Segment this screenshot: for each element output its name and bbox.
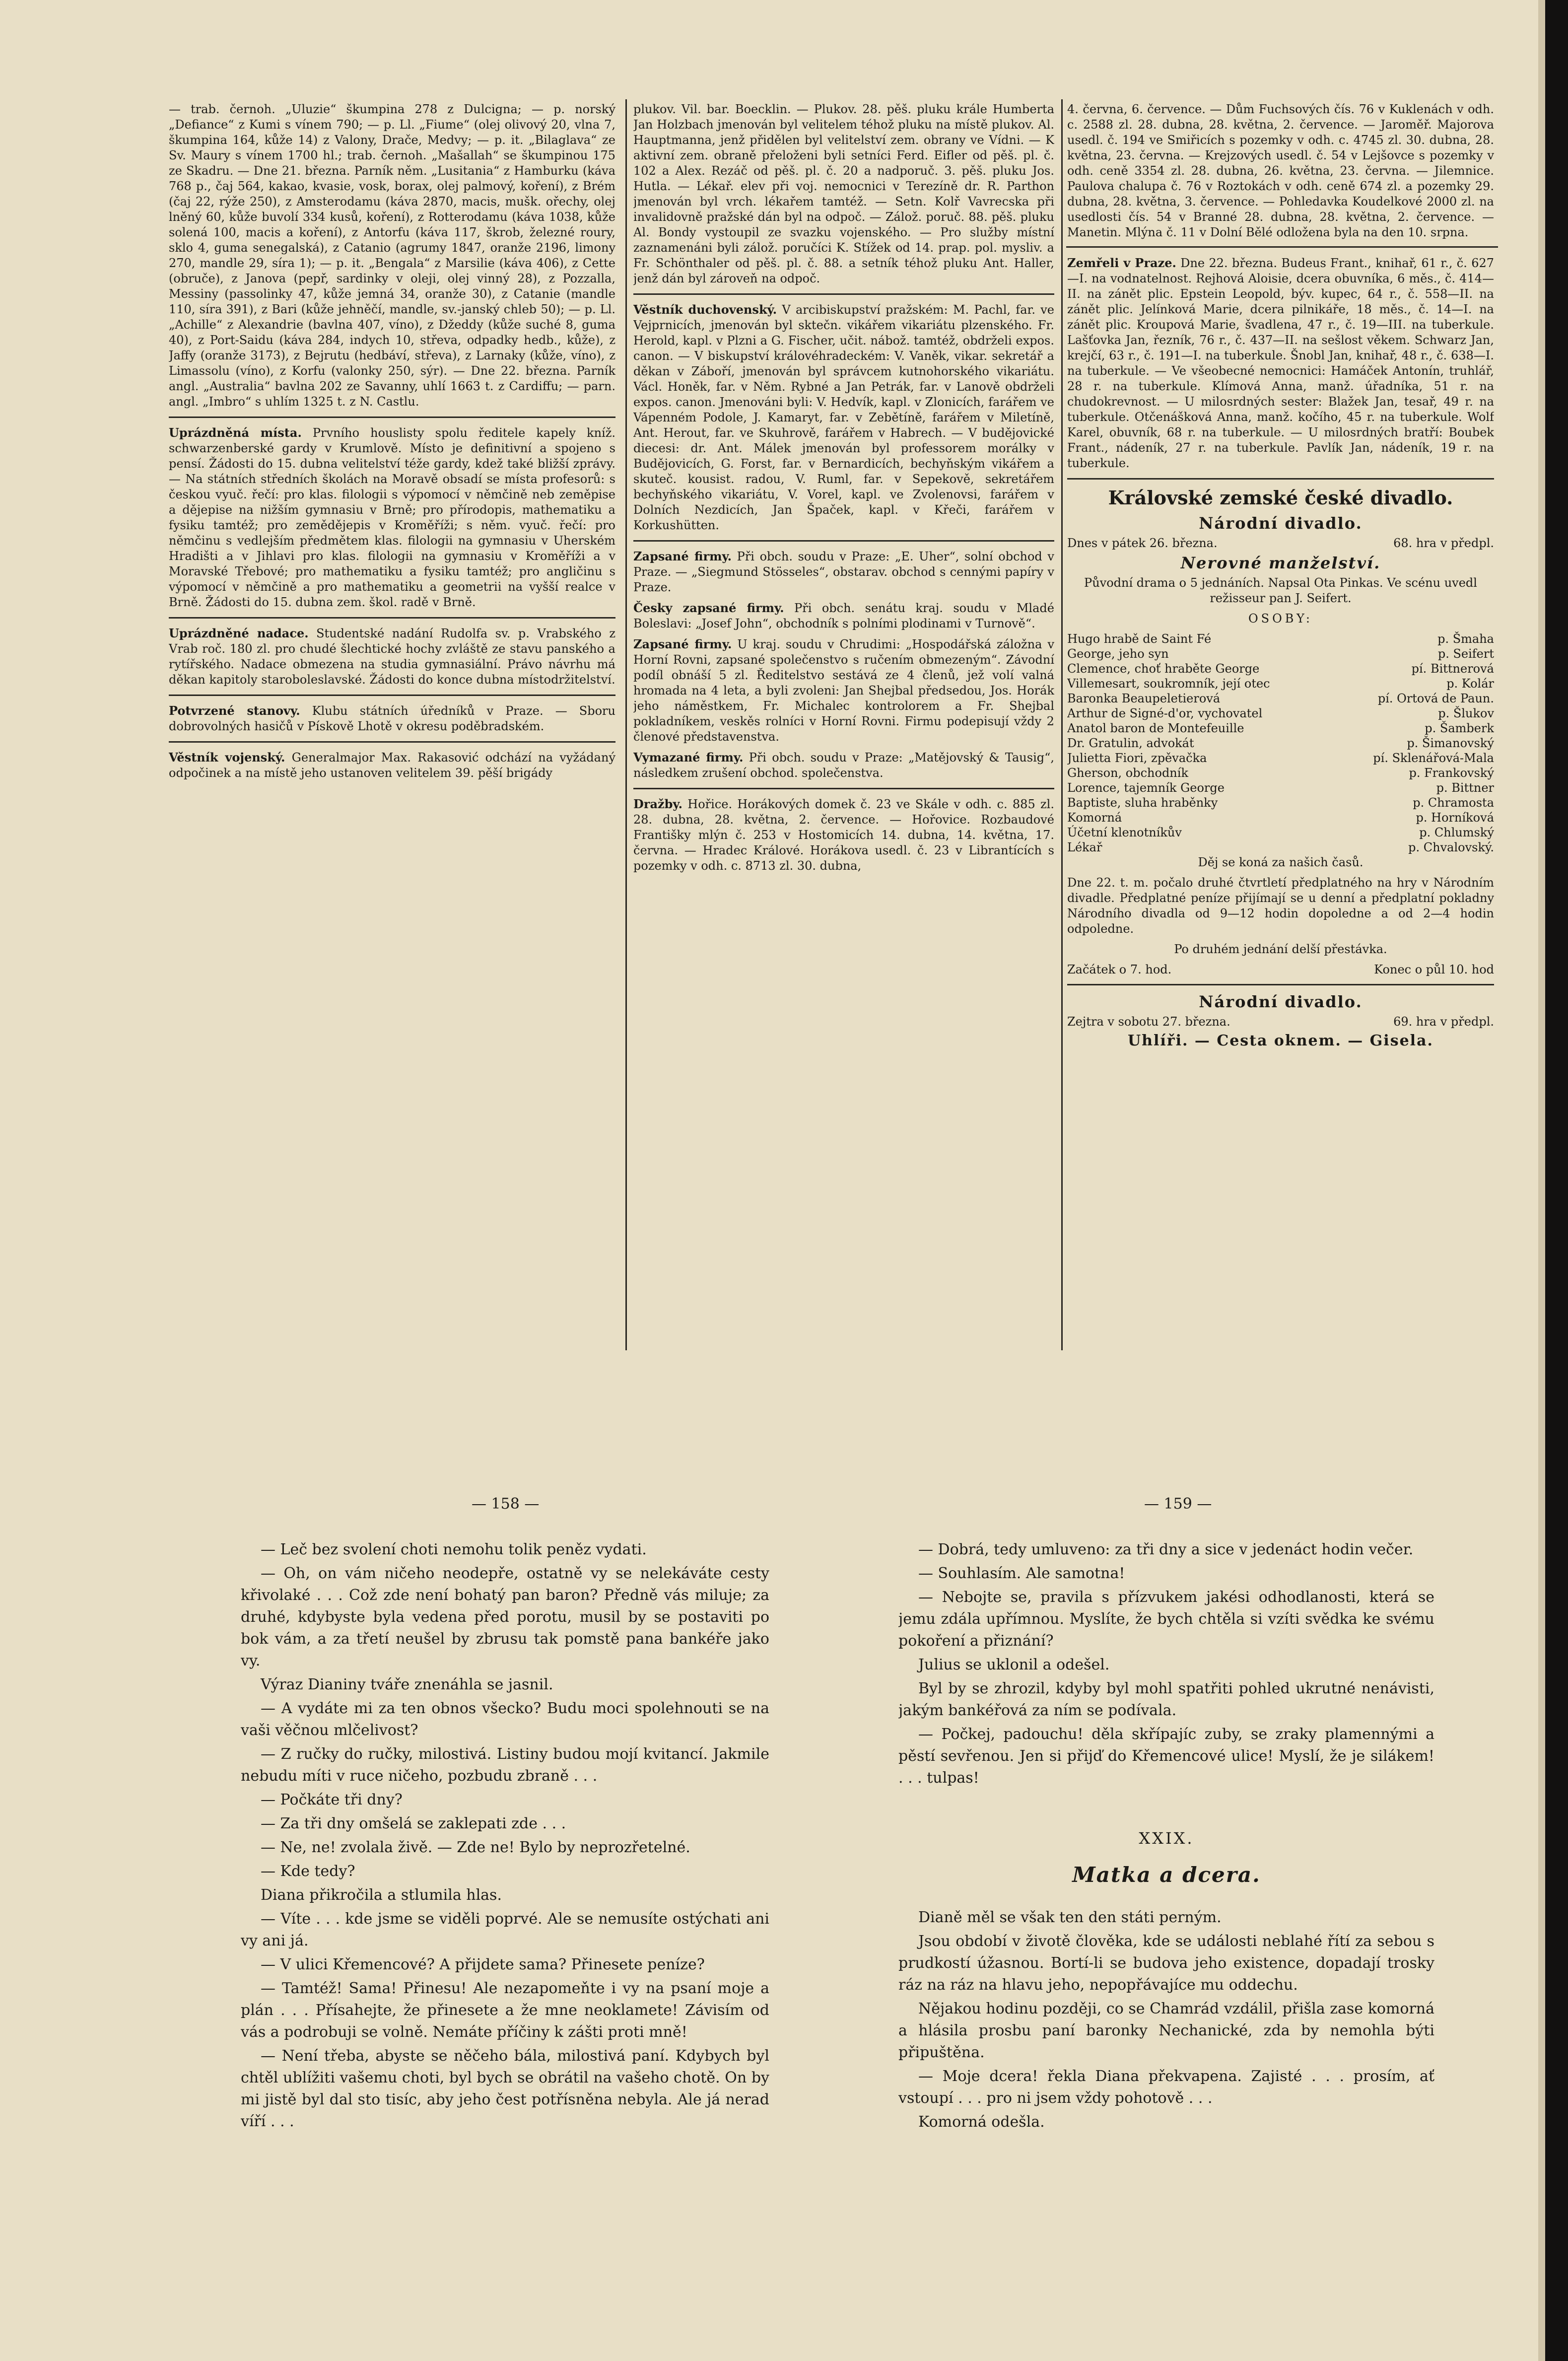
novel-paragraph: — Oh, on vám ničeho neodepře, ostatně vy se nelekáváte cesty křivolaké . . . Což zde není bohatý pan baron? Předně vás miluje; za druhé, kdybyste byla vedena před porotu, musil by se postaviti po bok vám, a za třetí neušel by zbrusu tak pomstě pana bankéře jako vy.	[241, 1565, 769, 1669]
novel-paragraph: Nějakou hodinu později, co se Chamrád vzdálil, přišla zase komorná a hlásila prosbu paní baronky Nechanické, zda by nemohla býti připuštěna.	[898, 2000, 1434, 2061]
section-clergy	[633, 302, 1054, 533]
novel-paragraph: Byl by se zhrozil, kdyby byl mohl spatřiti pohled ukrutné nenávisti, jakým bankéřová za ním se podívala.	[898, 1680, 1434, 1719]
theatre-title: Královské zemské české divadlo.	[1108, 486, 1453, 509]
page-number-left: — 158 —	[472, 1495, 540, 1513]
subscription-number: 68. hra v předpl.	[1393, 536, 1494, 550]
novel-text-right-bottom	[898, 1907, 1434, 2133]
cast-role: Lorence, tajemník George	[1067, 781, 1225, 795]
novel-paragraph: — Není třeba, abyste se něčeho bála, milostivá paní. Kdybych byl chtěl ublížiti vašemu choti, byl bych se obrátil na vašeho chotě. On by mi jistě byl dal sto tisíc, aby jeho čest potřísněna nebyla. Ale já nerad víří . . .	[241, 2047, 769, 2130]
section-firms-chrudim	[633, 636, 1054, 745]
novel-paragraph: Komorná odešla.	[918, 2113, 1045, 2131]
section-body: Generalmajor Max. Rakasović odchází na vyžádaný odpočinek a na místě jeho ustanoven velitelem 39. pěší brigády	[169, 751, 615, 780]
column-rule	[1061, 99, 1063, 1350]
section-body: Při obch. soudu v Praze: „Matějovský & Tausig“, následkem zrušení obchod. společenstva.	[633, 751, 1054, 780]
shipping-report: — trab. černoh. „Uluzie“ škumpina 278 z Dulcigna; — p. norský „Defiance“ z Kumi s vínem 790; — p. Ll. „Fiume“ (olej olivový 20, vlna 7, škumpina 164, kůže 14) z Valony, Drače, Medvy; — p. it. „Bilaglava“ ze Sv. Maury s vínem 1700 hl.; trab. černoh. „Mašallah“ se škumpinou 175 ze Skadru. — Dne 21. března. Parník něm. „Lusitania“ z Hamburku (káva 768 p., čaj 564, kakao, kvasie, vosk, borax, olej palmový, koření), z Brém (čaj 22, rýže 250), z Amsterodamu (káva 2870, macis, mušk. ořechy, olej lněný 60, kůže buvolí 334 kusů, koření), z Rotterodamu (káva 1038, kůže solená 100, macis a koření), z Antorfu (káva 117, škrob, železné roury, sklo 4, guma senegalská), z Catanio (agrumy 1847, oranže 2196, limony 270, mandle 29, síra 1); — p. it. „Bengala“ z Marsilie (káva 406), z Cette (obruče), z Janova (pepř, sardinky v oleji, olej vinný 28), z Pozzalla, Messiny (passolinky 47, kůže jemná 34, oranže 30), z Catanie (mandle 110, síra 391), z Bari (kůže jehněčí, mandle, sv.-janský chleb 50); — p. Ll. „Achille“ z Alexandrie (bavlna 407, víno), z Džeddy (kůže suché 8, guma 40), z Port-Saidu (káva 284, indych 10, střeva, odpadky hedb., kůže), z Jaffy (oranže 3173), z Bejrutu (hedbáví, střeva), z Larnaky (kůže, víno), z Limassolu (víno), z Korfu (valonky 250, sýr). — Dne 22. března. Parník angl. „Australia“ bavlna 202 ze Savanny, uhlí 1663 t. z Cardiffu; — parn. angl. „Imbro“ s uhlím 1325 t. z N. Castlu.	[169, 102, 615, 409]
cast-actor: p. Kolár	[1446, 677, 1494, 691]
cast-actor: p. Šamberk	[1425, 721, 1494, 735]
cast-row	[1067, 631, 1494, 646]
cast-setting: Děj se koná za našich časů.	[1198, 855, 1363, 869]
cast-actor: p. Chlumský	[1419, 826, 1494, 839]
section-divider	[633, 788, 1054, 789]
section-body: Klubu státních úředníků v Praze. — Sboru dobrovolných hasičů v Pískově Lhotě v okresu poděbradském.	[169, 704, 615, 733]
cast-role: Hugo hrabě de Saint Fé	[1067, 632, 1212, 646]
cast-role: Arthur de Signé-d'or, vychovatel	[1067, 706, 1263, 720]
cast-row	[1067, 780, 1494, 795]
section-body: Dne 22. března. Budeus Frant., knihař, 61 r., č. 627—I. na vodnatelnost. Rejhová Aloisie, dcera obuvníka, 6 měs., č. 414—II. na zánět plic. Epstein Leopold, býv. kupec, 64 r., č. 558—II. na zánět plic. Jelínková Marie, dcera pilnikáře, 18 měs., č. 14—I. na zánět plic. Kroupová Marie, švadlena, 47 r., č. 19—III. na tuberkule. Lašťovka Jan, řezník, 76 r., č. 437—II. na sešlost věkem. Schwarz Jan, krejčí, 63 r., č. 191—I. na tuberkule. Šnobl Jan, knihař, 48 r., č. 638—I. na tuberkule. — Ve všeobecné nemocnici: Hamáček Antonín, truhlář, 28 r. na tuberkule. Klímová Anna, manž. úřadníka, 51 r. na chudokrevnost. — U milosrdných sester: Blažek Jan, tesař, 49 r. na tuberkule. Otčenášková Anna, manž. kočího, 45 r. na tuberkule. Wolf Karel, obuvník, 68 r. na tuberkule. — U milosrdných bratří: Boubek Frant., nádeník, 27 r. na tuberkule. Pavlík Jan, nádeník, 19 r. na tuberkule.	[1067, 256, 1494, 470]
section-czech-firms	[633, 600, 1054, 631]
end-time: Konec o půl 10. hod	[1374, 963, 1494, 976]
novel-text-left	[241, 1539, 769, 2133]
novel-paragraph: — Dobrá, tedy umluveno: za tři dny a sice v jedenáct hodin večer.	[918, 1541, 1414, 1558]
novel-paragraph: — Za tři dny omšelá se zaklepati zde . . .	[261, 1815, 566, 1832]
section-military	[169, 750, 615, 781]
auctions-continued: 4. června, 6. července. — Dům Fuchsových čís. 76 v Kuklenách v odh. c. 2588 zl. 28. dubna, 28. května, 2. července. — Jaroměř. Majorova usedl. č. 194 ve Smiřicích s pozemky v odh. c. 4745 zl. 30. dubna, 28. května, 23. června. — Krejzových usedl. č. 54 v Lejšovce s pozemky v odh. ceně 3354 zl. 28. dubna, 26. května, 23. června. — Jilemnice. Paulova chalupa č. 76 v Roztokách v odh. ceně 674 zl. a pozemky 29. dubna, 28. května, 3. července. — Pohledavka Koudelkové 2000 zl. na usedlosti čís. 54 v Branné 28. dubna, 28. května, 2. července. — Manetin. Mlýna č. 11 v Dolní Bělé odložena byla na den 10. srpna.	[1067, 102, 1494, 239]
section-divider	[633, 540, 1054, 542]
cast-actor: p. Frankovský	[1409, 766, 1494, 780]
section-vacancies	[169, 425, 615, 610]
cast-role: Julietta Fiori, zpěvačka	[1067, 751, 1207, 765]
section-divider	[1067, 984, 1494, 985]
chapter-number: XXIX.	[1139, 1829, 1194, 1848]
cast-role: Baptiste, sluha hraběnky	[1067, 796, 1218, 810]
section-deleted-firms	[633, 750, 1054, 781]
cast-role: Baronka Beaupeletierová	[1067, 692, 1221, 705]
section-divider	[1067, 478, 1494, 480]
cast-actor: p. Šmaha	[1437, 632, 1494, 646]
cast-role: Anatol baron de Montefeuille	[1067, 721, 1244, 735]
section-deaths	[1067, 255, 1494, 471]
play-title: Nerovné manželství.	[1180, 554, 1381, 572]
show-times	[1067, 962, 1494, 977]
section-heading: Věstník vojenský.	[169, 750, 285, 764]
section-statutes	[169, 703, 615, 734]
section-divider	[633, 293, 1054, 295]
novel-page-159	[898, 1539, 1434, 2313]
column-1	[169, 102, 615, 1353]
theatre-date-row	[1067, 536, 1494, 551]
cast-actor: p. Horníková	[1416, 811, 1494, 825]
cast-actor: pí. Bittnerová	[1411, 662, 1494, 676]
cast-row	[1067, 736, 1494, 751]
novel-paragraph: — Moje dcera! řekla Diana překvapena. Zajisté . . . prosím, ať vstoupí . . . pro ni jsem vždy pohotově . . .	[898, 2068, 1434, 2107]
cast-actor: pí. Ortová de Paun.	[1377, 692, 1494, 705]
novel-paragraph: — Kde tedy?	[261, 1863, 355, 1880]
theatre2-date-row	[1067, 1014, 1494, 1029]
novel-paragraph: Výraz Dianiny tváře znenáhla se jasnil.	[261, 1676, 553, 1693]
novel-paragraph: — Víte . . . kde jsme se viděli poprvé. Ale se nemusíte ostýchati ani vy ani já.	[241, 1910, 769, 1949]
novel-text-right-top	[898, 1539, 1434, 1789]
novel-paragraph: Diana přikročila a stlumila hlas.	[261, 1886, 502, 1904]
section-firms	[633, 549, 1054, 595]
cast-heading: OSOBY:	[1248, 612, 1313, 625]
section-body: Při obch. senátu kraj. soudu v Mladé Boleslavi: „Josef John“, obchodník s polními plodinami v Turnově“.	[633, 601, 1054, 630]
military-continued: plukov. Vil. bar. Boecklin. — Plukov. 28. pěš. pluku krále Humberta Jan Holzbach jmenován byl velitelem téhož pluku na místě plukov. Al. Hauptmanna, jenž přidělen byl velitelství zem. obrany ve Vídni. — K aktivní zem. obraně přeloženi byli setníci Ferd. Eifler od pěš. pl. č. 102 a Alex. Rezáč od pěš. pl. č. 20 a nadporuč. 3. pěš. pluku Jos. Hutla. — Lékař. elev při voj. nemocnici v Terezíně dr. R. Parthon jmenován byl vrch. lékařem tamtéž. — Setn. Kolř Vavrecska při invalidovně pražské dán byl na odpoč. — Zálož. poruč. 88. pěš. pluku Al. Bondy vystoupil ze svazku vojenského. — Pro služby místní zaznamenáni byli zálož. poručíci K. Stížek od 14. prap. pol. mysliv. a Fr. Schönthaler od pěš. pl. č. 88. a setník téhož pluku Ant. Haller, jenž dán byl zároveň na odpoč.	[633, 102, 1054, 285]
cast-role: George, jeho syn	[1067, 647, 1169, 661]
cast-actor: p. Šlukov	[1438, 706, 1494, 720]
section-heading: Potvrzené stanovy.	[169, 703, 300, 718]
section-heading: Zapsané firmy.	[633, 549, 732, 563]
cast-row	[1067, 661, 1494, 676]
cast-role: Gherson, obchodník	[1067, 766, 1188, 780]
page-edge	[1538, 0, 1545, 2361]
cast-list	[1067, 631, 1494, 855]
column-2	[633, 102, 1054, 1353]
cast-actor: p. Chvalovský.	[1408, 840, 1494, 854]
section-heading: Zemřeli v Praze.	[1067, 256, 1176, 270]
cast-actor: p. Seifert	[1437, 647, 1494, 661]
column-rule	[625, 99, 627, 1350]
section-divider	[169, 694, 615, 696]
section-body: V arcibiskupství pražském: M. Pachl, far. ve Vejprnicích, jmenován byl sktečn. vikářem vikariátu plzenského. Fr. Herold, kapl. v Plzni a G. Fischer, učit. nábož. tamtéž, obdrželi expos. canon. — V biskupství královéhradeckém: V. Vaněk, vikar. sekretář a děkan v Záboří, jmenován byl správcem kutnohorského vikariátu. Václ. Honěk, far. v Něm. Rybné a Jan Petrák, far. v Lanově obdrželi expos. canon. Jmenováni byli: V. Hedvík, kapl. v Zlonicích, farářem ve Vápenném Podole, J. Kamaryt, far. v Zebětíně, farářem v Miletíně, Ant. Herout, far. ve Skuhrově, farářem v Habrech. — V budějovické diecesi: dr. Ant. Málek jmenován byl professorem morálky v Budějovicích, G. Forst, far. v Bernardicích, bechyňským vikářem a skuteč. kousist. radou, V. Ruml, far. v Sepekově, sekretářem bechyňského vikariátu, V. Vorel, kapl. ve Zvolenovsi, farářem v Dolních Nezdicích, Jan Špaček, kapl. v Křeči, farářem v Korkushütten.	[633, 303, 1054, 532]
cast-role: Clemence, choť hraběte George	[1067, 662, 1260, 676]
cast-row	[1067, 676, 1494, 691]
section-divider	[169, 417, 615, 418]
section-body: Hořice. Horákových domek č. 23 ve Skále v odh. c. 885 zl. 28. dubna, 28. května, 2. července. — Hořovice. Rozbaudové Františky mlýn č. 253 v Hostomicích 14. dubna, 14. května, 17. června. — Hradec Králové. Horákova usedl. č. 23 v Librantících s pozemky v odh. c. 8713 zl. 30. dubna,	[633, 797, 1054, 873]
novel-paragraph: — Z ručky do ručky, milostivá. Listiny budou mojí kvitancí. Jakmile nebudu míti v ruce ničeho, pozbudu zbraně . . .	[241, 1745, 769, 1785]
cast-actor: p. Chramosta	[1413, 796, 1494, 810]
cast-row	[1067, 646, 1494, 661]
section-body: Prvního houslisty spolu ředitele kapely kníž. schwarzenberské gardy v Krumlově. Místo je definitivní a spojeno s pensí. Žádosti do 15. dubna velitelství téže gardy, kdež také bližší zprávy. — Na státních středních školách na Moravě obsadí se místa profesorů: s českou vyuč. řečí: pro klas. filologii s výpomocí v němčině neb zeměpise a dějepise na nižším gymnasiu v Brně; pro přírodopis, mathematiku a fysiku tamtéž; pro zemědějepis v Kroměříži; s něm. vyuč. řečí: pro němčinu s vedlejším předmětem klas. filologii na gymnasiu v Uherském Hradišti a v Jihlavi pro klas. filologii na gymnasiu v Kroměříži a v Moravské Třebové; pro mathematiku a fysiku tamtéž; pro angličinu s výpomocí v němčině a pro mathematiku a geometrii na vyšší realce v Brně. Žádosti do 15. dubna zem. škol. radě v Brně.	[169, 426, 615, 609]
intermission-note: Po druhém jednání delší přestávka.	[1174, 942, 1387, 956]
section-heading: Vymazané firmy.	[633, 750, 744, 764]
cast-role: Dr. Gratulin, advokát	[1067, 736, 1194, 750]
section-heading: Uprázdněné nadace.	[169, 626, 309, 640]
novel-paragraph: — Souhlasím. Ale samotna!	[918, 1565, 1125, 1582]
cast-actor: p. Šimanovský	[1407, 736, 1494, 750]
theatre-subtitle: Národní divadlo.	[1199, 514, 1363, 533]
section-foundations	[169, 625, 615, 688]
cast-row	[1067, 691, 1494, 706]
section-divider	[169, 617, 615, 619]
subscription2-number: 69. hra v předpl.	[1393, 1015, 1494, 1029]
novel-paragraph: — Leč bez svolení choti nemohu tolik peněz vydati.	[261, 1541, 647, 1558]
performance2-date: Zejtra v sobotu 27. března.	[1067, 1015, 1230, 1029]
novel-paragraph: — V ulici Křemencové? A přijdete sama? Přinesete peníze?	[261, 1956, 705, 1973]
cast-row	[1067, 751, 1494, 765]
section-heading: Dražby.	[633, 797, 682, 811]
cast-role: Komorná	[1067, 811, 1122, 825]
binding-spine	[1545, 0, 1568, 2361]
cast-row	[1067, 825, 1494, 840]
novel-paragraph: — Počkáte tři dny?	[261, 1791, 403, 1808]
cast-role: Villemesart, soukromník, její otec	[1067, 677, 1270, 691]
novel-paragraph: — Ne, ne! zvolala živě. — Zde ne! Bylo by neprozřetelné.	[261, 1839, 690, 1856]
novel-paragraph: Julius se uklonil a odešel.	[918, 1656, 1110, 1673]
novel-paragraph: — A vydáte mi za ten obnos všecko? Budu moci spolehnouti se na vaši věčnou mlčelivost?	[241, 1700, 769, 1739]
novel-paragraph: — Tamtéž! Sama! Přinesu! Ale nezapomeňte i vy na psaní moje a plán . . . Přísahejte, že přinesete a že mne neoklamete! Závisím od vás a podrobuji se volně. Nemáte příčiny k zášti proti mně!	[241, 1980, 769, 2041]
novel-paragraph: Dianě měl se však ten den státi perným.	[918, 1909, 1222, 1926]
section-heading: Uprázdněná místa.	[169, 425, 302, 440]
novel-page-158	[241, 1539, 769, 2293]
chapter-title: Matka a dcera.	[1072, 1863, 1261, 1887]
page-number-right: — 159 —	[1144, 1495, 1212, 1513]
cast-row	[1067, 721, 1494, 736]
subscription-notice: Dne 22. t. m. počalo druhé čtvrtletí předplatného na hry v Národním divadle. Předplatné peníze přijímají se u denní a předplatní pokladny Národního divadla od 9—12 hodin dopoledne a od 2—4 hodin odpoledne.	[1067, 876, 1494, 936]
cast-row	[1067, 840, 1494, 855]
section-body: Při obch. soudu v Praze: „E. Uher“, solní obchod v Praze. — „Siegmund Stösseles“, obstarav. obchod s cennými papíry v Praze.	[633, 550, 1054, 594]
section-heading: Věstník duchovenský.	[633, 302, 777, 317]
novel-paragraph: Jsou období v životě člověka, kde se události neblahé řítí za sebou s prudkostí úžasnou. Bortí-li se budova jeho existence, dopadají trosky ráz na ráz na hlavu jeho, nepopřávajíce mu oddechu.	[898, 1933, 1434, 1994]
cast-row	[1067, 795, 1494, 810]
novel-paragraph: — Počkej, padouchu! děla skřípajíc zuby, se zraky plamennými a pěstí sevřenou. Jen si přijď do Křemencové ulice! Myslí, že je silákem! . . . tulpas!	[898, 1726, 1434, 1787]
cast-actor: pí. Sklenářová-Mala	[1373, 751, 1494, 765]
play-description: Původní drama o 5 jednáních. Napsal Ota Pinkas. Ve scénu uvedl režisseur pan J. Seifert.	[1084, 576, 1477, 605]
cast-role: Lékař	[1067, 840, 1102, 854]
theatre2-plays: Uhlíři. — Cesta oknem. — Gisela.	[1128, 1032, 1433, 1049]
cast-row	[1067, 765, 1494, 780]
cast-actor: p. Bittner	[1436, 781, 1494, 795]
section-body: U kraj. soudu v Chrudimi: „Hospodářská záložna v Horní Rovni, zapsané společenstvo s ručením obmezeným“. Závodní podíl obnáší 5 zl. Ředitelstvo sestává ze 4 členů, jež volí valná hromada na 4 leta, a byli zvoleni: Jan Shejbal předsedou, Jos. Horák jeho náměstkem, Fr. Michalec kontrolorem a Fr. Shejbal pokladníkem, veskěs rolníci v Horní Rovni. Firmu podepisují vždy 2 členové představenstva.	[633, 637, 1054, 744]
novel-paragraph: — Nebojte se, pravila s přízvukem jakési odhodlanosti, která se jemu zdála upřímnou. Myslíte, že bych chtěla si vzíti svědka ke svému pokoření a přiznání?	[898, 1589, 1434, 1650]
section-body: Studentské nadání Rudolfa sv. p. Vrabského z Vrab roč. 180 zl. pro chudé šlechtické hochy zvláště ze stavu panského a rytířského. Nadace obmezena na studia gymnasiální. Právo návrhu má děkan kapitoly staroboleslavské. Žádosti do konce dubna místodržitelství.	[169, 626, 615, 687]
cast-row	[1067, 706, 1494, 721]
section-heading: Česky zapsané firmy.	[633, 601, 784, 615]
performance-date: Dnes v pátek 26. března.	[1067, 536, 1218, 550]
section-auctions	[633, 796, 1054, 874]
cast-row	[1067, 810, 1494, 825]
start-time: Začátek o 7. hod.	[1067, 963, 1172, 976]
section-heading: Zapsané firmy.	[633, 637, 732, 651]
section-divider	[169, 741, 615, 743]
column-3	[1067, 102, 1494, 1353]
cast-role: Účetní klenotníkův	[1067, 826, 1182, 839]
theatre2-subtitle: Národní divadlo.	[1199, 992, 1363, 1011]
